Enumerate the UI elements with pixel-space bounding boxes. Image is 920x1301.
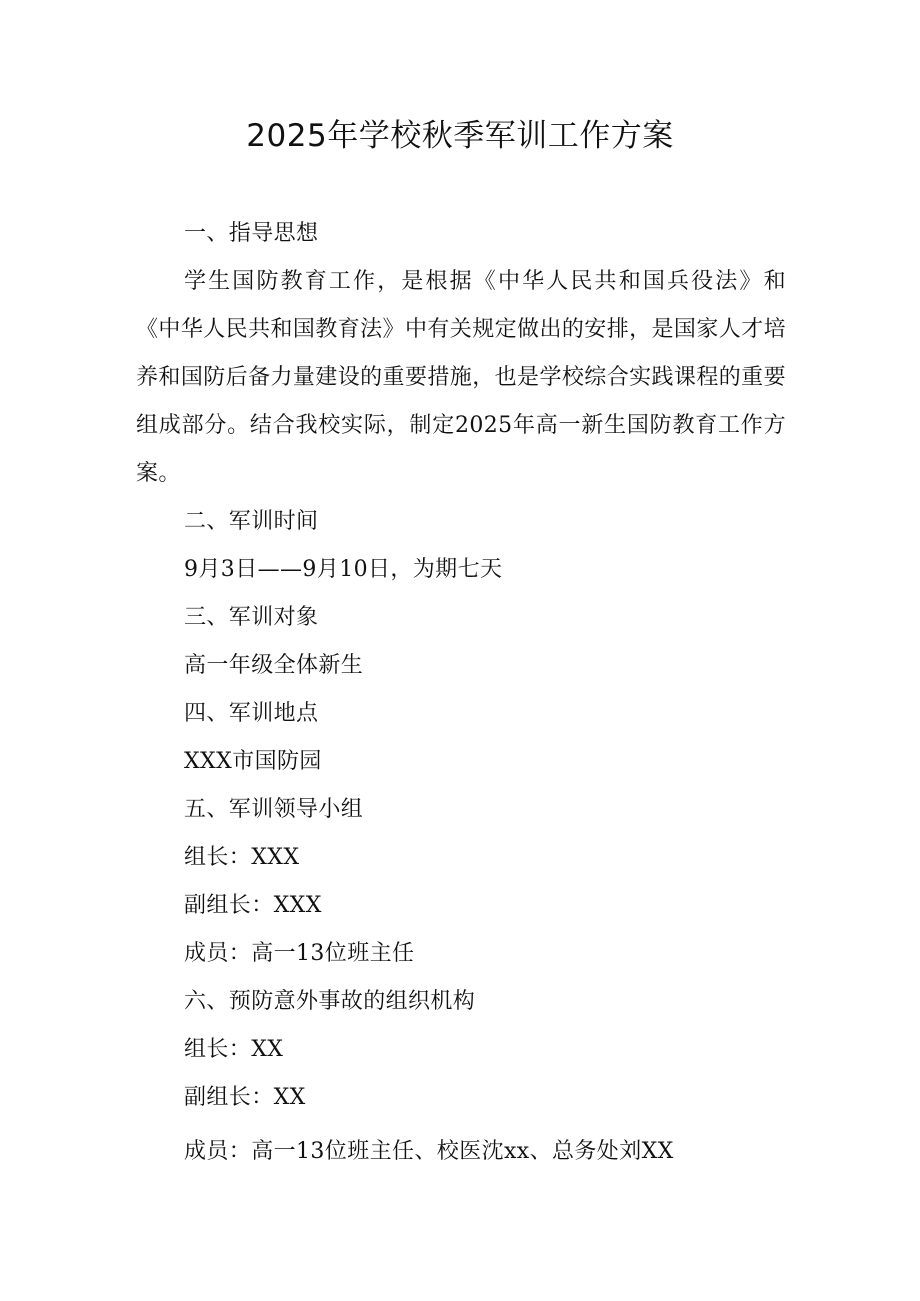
document-body: [136, 210, 786, 1176]
accident-prevention-deputy-leader: 副组长：XX: [184, 1085, 306, 1110]
accident-prevention-members: 成员：高一13位班主任、校医沈xx、总务处刘XX: [184, 1139, 674, 1164]
training-location-text: XXX市国防园: [184, 749, 322, 774]
section-heading-training-time: 二、军训时间: [184, 509, 319, 534]
section-heading-guiding-ideology: 一、指导思想: [184, 221, 319, 246]
accident-prevention-leader: 组长：XX: [184, 1037, 284, 1062]
section-heading-accident-prevention: 六、预防意外事故的组织机构: [184, 989, 476, 1014]
section-heading-training-target: 三、军训对象: [184, 605, 319, 630]
document-title: 2025年学校秋季军训工作方案: [246, 118, 674, 154]
guiding-ideology-paragraph: 学生国防教育工作，是根据《中华人民共和国兵役法》和《中华人民共和国教育法》中有关规定做出的安排，是国家人才培养和国防后备力量建设的重要措施，也是学校综合实践课程的重要组成部分。结合我校实际，制定2025年高一新生国防教育工作方案。: [136, 269, 786, 486]
section-heading-leadership-group: 五、军训领导小组: [184, 797, 364, 822]
section-heading-training-location: 四、军训地点: [184, 701, 319, 726]
training-target-text: 高一年级全体新生: [184, 653, 364, 678]
leadership-group-members: 成员：高一13位班主任: [184, 941, 415, 966]
training-time-text: 9月3日——9月10日，为期七天: [184, 557, 503, 582]
leadership-group-deputy-leader: 副组长：XXX: [184, 893, 322, 918]
leadership-group-leader: 组长：XXX: [184, 845, 300, 870]
